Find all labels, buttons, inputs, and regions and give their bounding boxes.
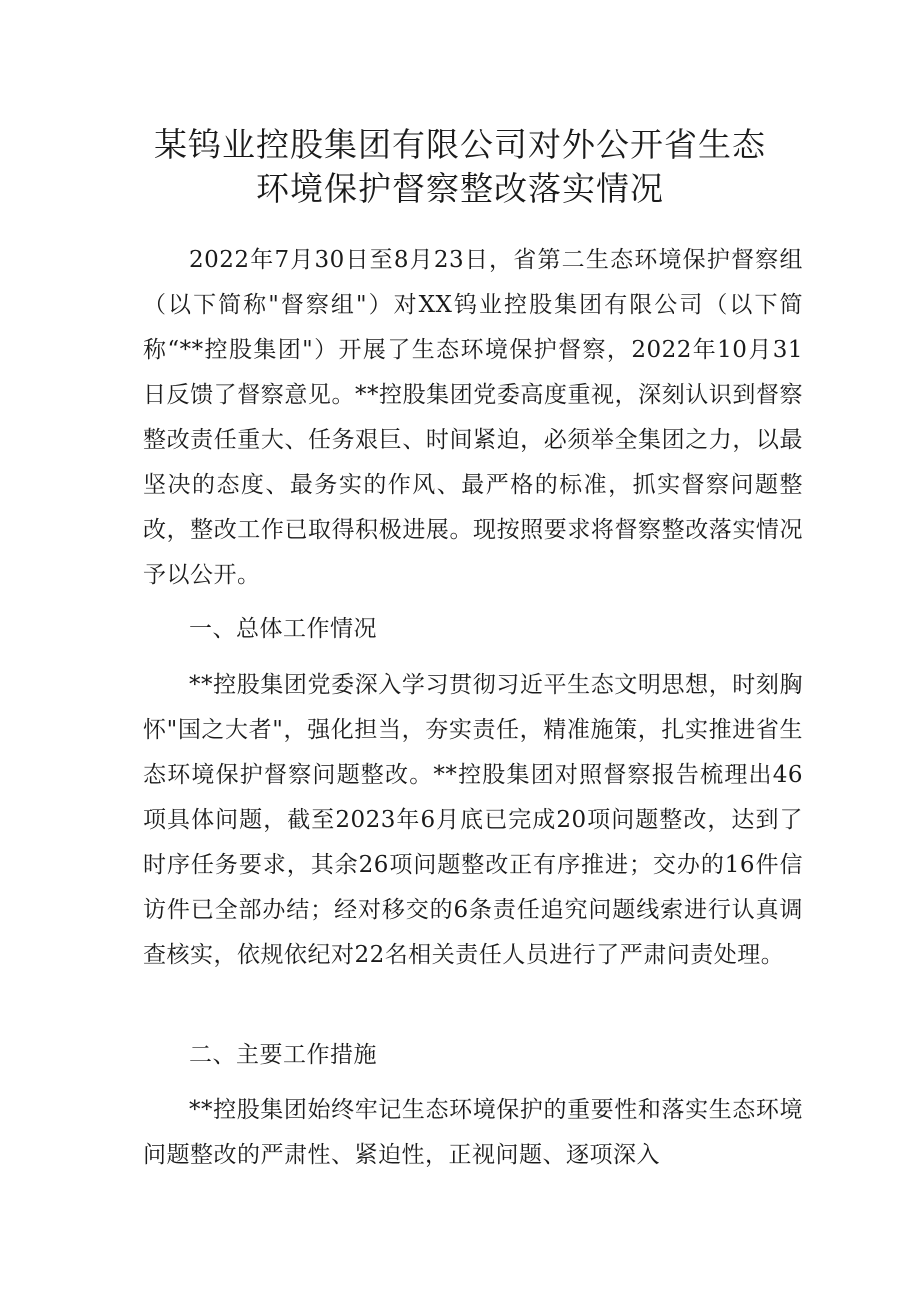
document-title-line-1: 某钨业控股集团有限公司对外公开省生态 — [154, 125, 766, 164]
section-1-heading: 一、总体工作情况 — [189, 616, 377, 642]
intro-paragraph: 2022年7月30日至8月23日，省第二生态环境保护督察组（以下简称"督察组"）对XX钨业控股集团有限公司（以下简称“**控股集团"）开展了生态环境保护督察，2022年10月31日反馈了督察意见。**控股集团党委高度重视，深刻认识到督察整改责任重大、任务艰巨、时间紧迫，必须举全集团之力，以最坚决的态度、最务实的作风、最严格的标准，抓实督察问题整改，整改工作已取得积极进展。现按照要求将督察整改落实情况予以公开。 — [143, 247, 803, 588]
section-2-paragraph: **控股集团始终牢记生态环境保护的重要性和落实生态环境问题整改的严肃性、紧迫性，正视问题、逐项深入 — [143, 1097, 803, 1168]
section-1-paragraph: **控股集团党委深入学习贯彻习近平生态文明思想，时刻胸怀"国之大者"，强化担当，夯实责任，精准施策，扎实推进省生态环境保护督察问题整改。**控股集团对照督察报告梳理出46项具体问题，截至2023年6月底已完成20项问题整改，达到了时序任务要求，其余26项问题整改正有序推进；交办的16件信访件已全部办结；经对移交的6条责任追究问题线索进行认真调查核实，依规依纪对22名相关责任人员进行了严肃问责处理。 — [143, 672, 803, 968]
section-2-heading: 二、主要工作措施 — [189, 1042, 377, 1068]
document-title-line-2: 环境保护督察整改落实情况 — [256, 169, 664, 208]
